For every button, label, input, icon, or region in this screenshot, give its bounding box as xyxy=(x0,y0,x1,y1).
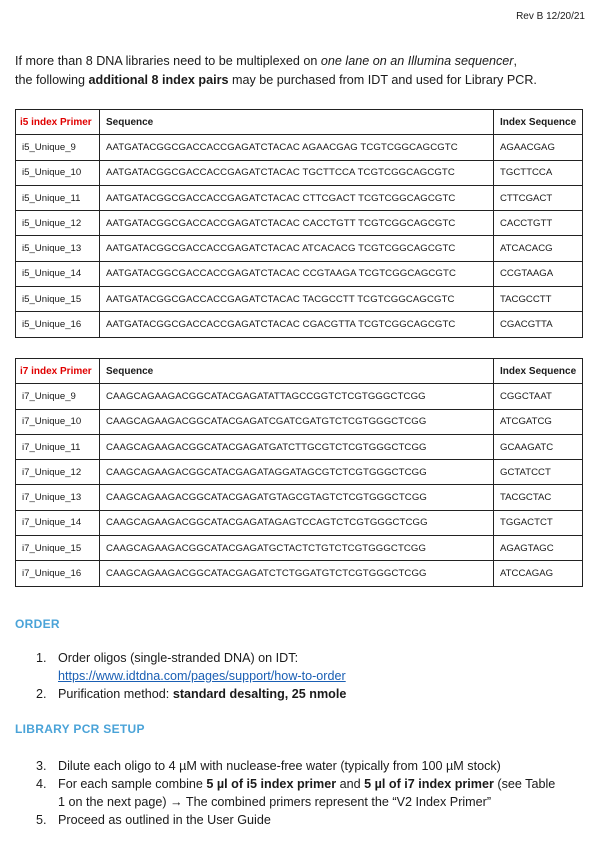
list-item xyxy=(30,649,550,685)
intro-text-2: the following xyxy=(15,73,89,87)
table-row xyxy=(16,485,583,510)
index-sequence: CGGCTAAT xyxy=(494,384,583,409)
table-row xyxy=(16,536,583,561)
primer-name: i5_Unique_14 xyxy=(16,261,100,286)
table-row xyxy=(16,185,583,210)
step-text: and xyxy=(336,777,365,791)
index-sequence: ATCACACG xyxy=(494,236,583,261)
order-heading: ORDER xyxy=(15,617,60,631)
step-number: 4. xyxy=(36,777,47,791)
primer-name: i5_Unique_15 xyxy=(16,287,100,312)
primer-sequence: AATGATACGGCGACCACCGAGATCTACAC AGAACGAG TCGTCGGCAGCGTC xyxy=(100,135,494,160)
step-number: 2. xyxy=(36,687,47,701)
index-sequence: TGGACTCT xyxy=(494,510,583,535)
index-sequence: ATCGATCG xyxy=(494,409,583,434)
revision-label: Rev B 12/20/21 xyxy=(516,11,585,22)
i5-index-table xyxy=(15,109,583,338)
index-sequence: ATCCAGAG xyxy=(494,561,583,586)
primer-sequence: CAAGCAGAAGACGGCATACGAGATATTAGCCGGTCTCGTGGGCTCGG xyxy=(100,384,494,409)
step-number: 1. xyxy=(36,651,47,665)
primer-sequence: AATGATACGGCGACCACCGAGATCTACAC TGCTTCCA TCGTCGGCAGCGTC xyxy=(100,160,494,185)
table-row xyxy=(16,561,583,586)
table-row xyxy=(16,384,583,409)
index-sequence: TGCTTCCA xyxy=(494,160,583,185)
primer-sequence: AATGATACGGCGACCACCGAGATCTACAC CTTCGACT TCGTCGGCAGCGTC xyxy=(100,185,494,210)
primer-sequence: CAAGCAGAAGACGGCATACGAGATAGAGTCCAGTCTCGTGGGCTCGG xyxy=(100,510,494,535)
table-row xyxy=(16,160,583,185)
index-sequence: GCTATCCT xyxy=(494,460,583,485)
primer-sequence: AATGATACGGCGACCACCGAGATCTACAC ATCACACG TCGTCGGCAGCGTC xyxy=(100,236,494,261)
i7-index-table xyxy=(15,358,583,587)
primer-name: i7_Unique_10 xyxy=(16,409,100,434)
primer-name: i5_Unique_9 xyxy=(16,135,100,160)
step-text: Order oligos (single-stranded DNA) on IDT: xyxy=(58,651,299,665)
table-row xyxy=(16,211,583,236)
primer-sequence: AATGATACGGCGACCACCGAGATCTACAC CACCTGTT TCGTCGGCAGCGTC xyxy=(100,211,494,236)
table-row xyxy=(16,135,583,160)
list-item xyxy=(30,775,560,811)
index-sequence: CGACGTTA xyxy=(494,312,583,337)
table-header-row xyxy=(16,110,583,135)
primer-name: i5_Unique_11 xyxy=(16,185,100,210)
idt-order-link[interactable]: https://www.idtdna.com/pages/support/how-to-order xyxy=(58,669,346,683)
intro-paragraph xyxy=(15,52,587,90)
table-row xyxy=(16,261,583,286)
list-item xyxy=(30,811,560,829)
index-sequence: CTTCGACT xyxy=(494,185,583,210)
list-item xyxy=(30,685,550,703)
primer-sequence: AATGATACGGCGACCACCGAGATCTACAC TACGCCTT TCGTCGGCAGCGTC xyxy=(100,287,494,312)
header-index-sequence: Index Sequence xyxy=(494,110,583,135)
index-sequence: AGAGTAGC xyxy=(494,536,583,561)
primer-name: i5_Unique_13 xyxy=(16,236,100,261)
pcr-steps-list xyxy=(30,757,560,829)
primer-name: i5_Unique_16 xyxy=(16,312,100,337)
index-sequence: GCAAGATC xyxy=(494,434,583,459)
primer-name: i7_Unique_11 xyxy=(16,434,100,459)
step-number: 3. xyxy=(36,759,47,773)
table-header-row xyxy=(16,359,583,384)
primer-name: i5_Unique_12 xyxy=(16,211,100,236)
primer-sequence: AATGATACGGCGACCACCGAGATCTACAC CGACGTTA TCGTCGGCAGCGTC xyxy=(100,312,494,337)
primer-name: i7_Unique_12 xyxy=(16,460,100,485)
step-text: Dilute each oligo to 4 µM with nuclease-free water (typically from 100 µM stock) xyxy=(58,759,501,773)
table-row xyxy=(16,434,583,459)
primer-name: i5_Unique_10 xyxy=(16,160,100,185)
intro-bold: additional 8 index pairs xyxy=(88,73,229,87)
header-primer: i5 index Primer xyxy=(16,110,100,135)
index-sequence: AGAACGAG xyxy=(494,135,583,160)
primer-sequence: CAAGCAGAAGACGGCATACGAGATCGATCGATGTCTCGTGGGCTCGG xyxy=(100,409,494,434)
header-sequence: Sequence xyxy=(100,359,494,384)
library-pcr-heading: LIBRARY PCR SETUP xyxy=(15,722,145,736)
table-row xyxy=(16,287,583,312)
primer-name: i7_Unique_16 xyxy=(16,561,100,586)
primer-sequence: CAAGCAGAAGACGGCATACGAGATGATCTTGCGTCTCGTGGGCTCGG xyxy=(100,434,494,459)
table-row xyxy=(16,460,583,485)
primer-name: i7_Unique_14 xyxy=(16,510,100,535)
primer-sequence: CAAGCAGAAGACGGCATACGAGATGTAGCGTAGTCTCGTGGGCTCGG xyxy=(100,485,494,510)
primer-sequence: CAAGCAGAAGACGGCATACGAGATCTCTGGATGTCTCGTGGGCTCGG xyxy=(100,561,494,586)
intro-emphasis: one lane on an Illumina sequencer xyxy=(320,54,514,68)
step-number: 5. xyxy=(36,813,47,827)
order-steps-list xyxy=(30,649,550,703)
step-text: For each sample combine xyxy=(58,777,207,791)
header-primer: i7 index Primer xyxy=(16,359,100,384)
table-row xyxy=(16,236,583,261)
primer-sequence: AATGATACGGCGACCACCGAGATCTACAC CCGTAAGA TCGTCGGCAGCGTC xyxy=(100,261,494,286)
header-sequence: Sequence xyxy=(100,110,494,135)
step-bold-text: 5 µl of i5 index primer xyxy=(206,777,337,791)
primer-name: i7_Unique_9 xyxy=(16,384,100,409)
primer-name: i7_Unique_15 xyxy=(16,536,100,561)
table-row xyxy=(16,510,583,535)
intro-text-2-end: may be purchased from IDT and used for Library PCR. xyxy=(228,73,537,87)
primer-sequence: CAAGCAGAAGACGGCATACGAGATAGGATAGCGTCTCGTGGGCTCGG xyxy=(100,460,494,485)
table-row xyxy=(16,312,583,337)
index-sequence: TACGCCTT xyxy=(494,287,583,312)
index-sequence: TACGCTAC xyxy=(494,485,583,510)
primer-name: i7_Unique_13 xyxy=(16,485,100,510)
step-text: Purification method: xyxy=(58,687,173,701)
index-sequence: CCGTAAGA xyxy=(494,261,583,286)
table-row xyxy=(16,409,583,434)
step-text: (see Table 1 on the next page) → The combined primers represent the “V2 Index Primer” xyxy=(58,777,556,809)
intro-text-1-end: , xyxy=(513,54,517,68)
header-index-sequence: Index Sequence xyxy=(494,359,583,384)
index-sequence: CACCTGTT xyxy=(494,211,583,236)
step-bold-text: standard desalting, 25 nmole xyxy=(172,687,347,701)
primer-sequence: CAAGCAGAAGACGGCATACGAGATGCTACTCTGTCTCGTGGGCTCGG xyxy=(100,536,494,561)
intro-text-1: If more than 8 DNA libraries need to be multiplexed on xyxy=(15,54,321,68)
step-text: Proceed as outlined in the User Guide xyxy=(58,813,271,827)
list-item xyxy=(30,757,560,775)
step-bold-text: 5 µl of i7 index primer xyxy=(364,777,494,791)
